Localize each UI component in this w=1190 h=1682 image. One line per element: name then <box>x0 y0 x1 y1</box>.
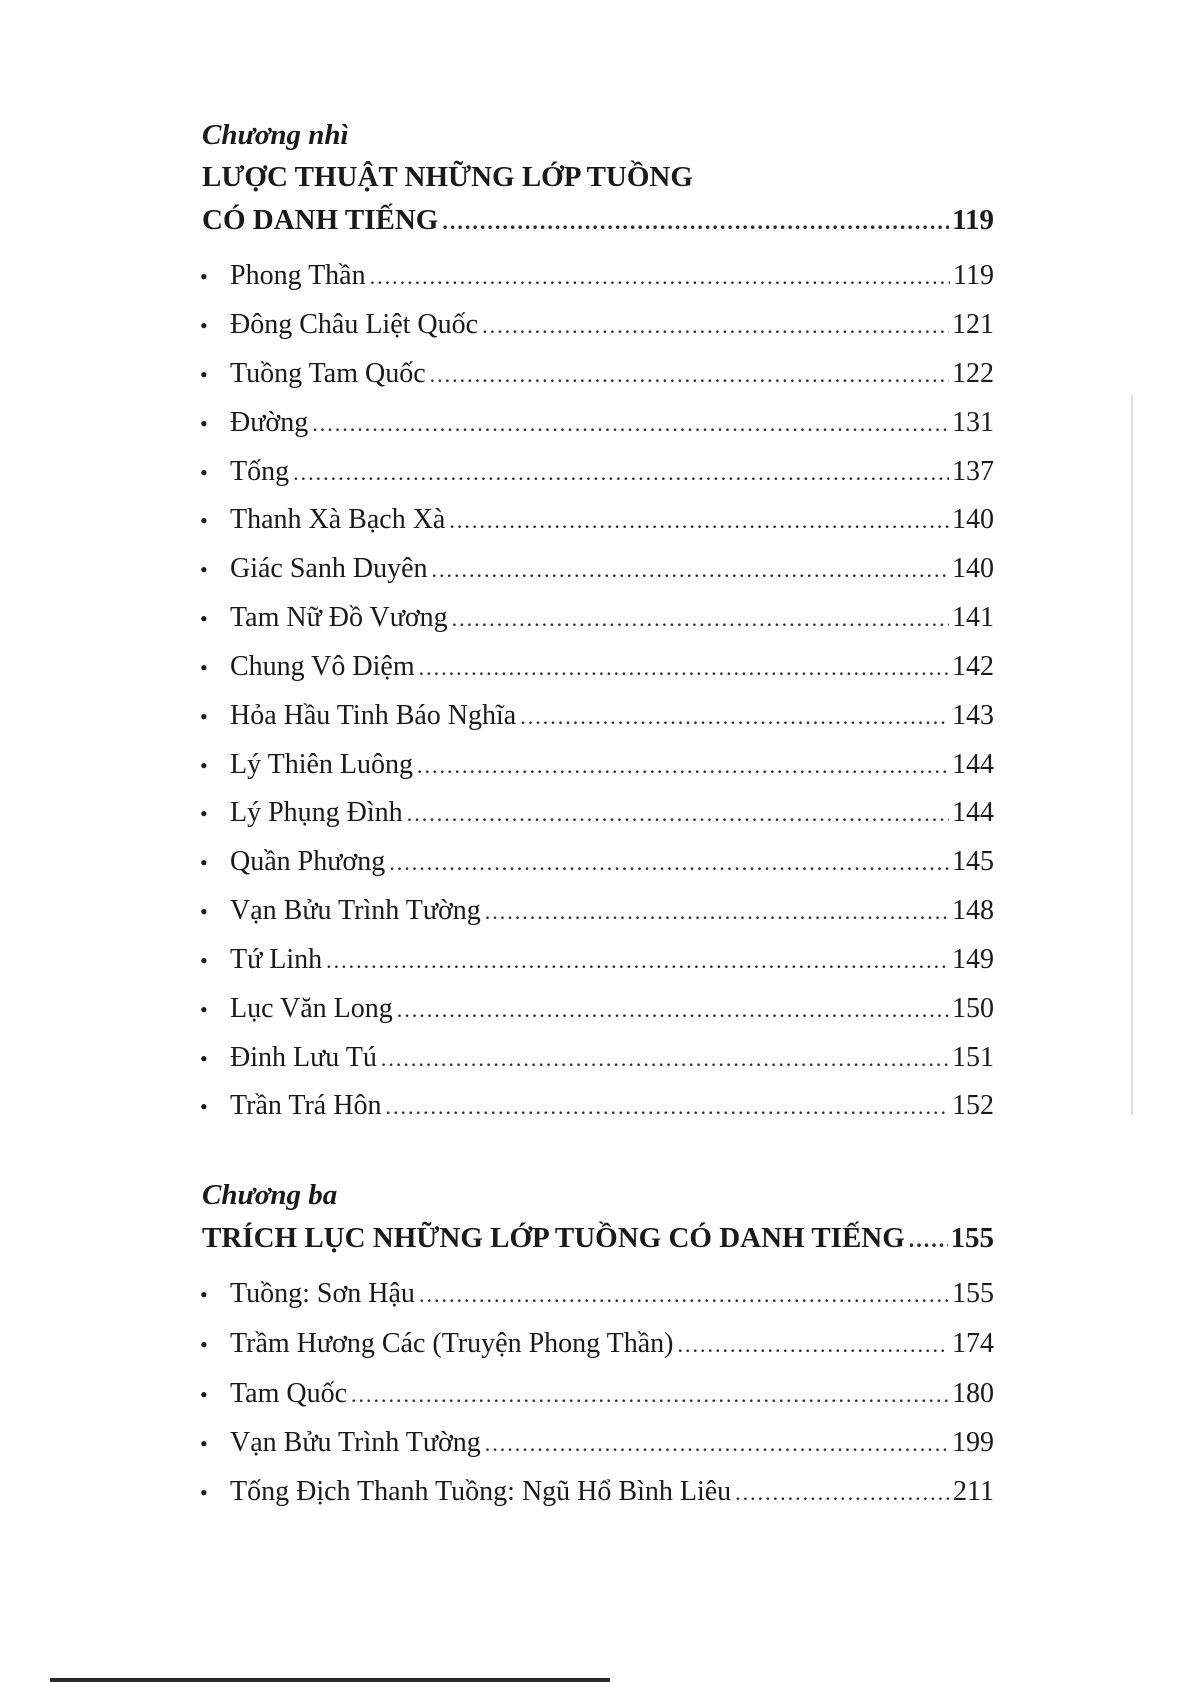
entry-page: 152 <box>952 1090 994 1121</box>
bullet-icon: • <box>200 1046 208 1071</box>
entry-page: 131 <box>952 407 994 438</box>
entry-page: 143 <box>952 700 994 731</box>
entry-page: 180 <box>952 1378 994 1409</box>
chapter-two-title-page: 119 <box>952 204 994 236</box>
dot-leader <box>326 939 949 983</box>
entry-page: 148 <box>952 895 994 926</box>
entry-page: 140 <box>952 504 994 535</box>
entry-title: Tuồng: Sơn Hậu <box>230 1278 415 1309</box>
bullet-icon: • <box>200 850 208 875</box>
entry-page: 151 <box>952 1042 994 1073</box>
entry-title: Tuồng Tam Quốc <box>230 358 426 389</box>
bullet-icon: • <box>200 1382 208 1407</box>
bullet-icon: • <box>200 801 208 826</box>
bottom-edge-line <box>50 1678 610 1682</box>
entry-title: Quần Phương <box>230 846 386 877</box>
toc-entry <box>200 1036 994 1080</box>
dot-leader <box>419 1273 949 1317</box>
toc-entry <box>200 596 994 640</box>
entry-title: Lý Thiên Luông <box>230 749 414 780</box>
bullet-icon: • <box>200 655 208 680</box>
bullet-icon: • <box>200 899 208 924</box>
entry-title: Tống <box>230 456 290 487</box>
entry-page: 141 <box>952 602 994 633</box>
dot-leader <box>389 841 949 885</box>
chapter-two-title-line1: LƯỢC THUẬT NHỮNG LỚP TUỒNG <box>202 161 693 193</box>
dot-leader <box>370 255 950 299</box>
dot-leader <box>417 744 949 788</box>
toc-entry <box>200 791 994 835</box>
entry-page: 144 <box>952 797 994 828</box>
entry-page: 122 <box>952 358 994 389</box>
toc-entry <box>200 938 994 982</box>
dot-leader <box>419 646 949 690</box>
bullet-icon: • <box>200 411 208 436</box>
dot-leader <box>442 202 949 242</box>
entry-page: 121 <box>952 309 994 340</box>
toc-entry <box>200 1322 994 1366</box>
bullet-icon: • <box>200 1431 208 1456</box>
entry-page: 155 <box>952 1278 994 1309</box>
dot-leader <box>909 1220 948 1260</box>
bullet-icon: • <box>200 362 208 387</box>
bullet-icon: • <box>200 1480 208 1505</box>
toc-entry <box>200 694 994 738</box>
entry-title: Lý Phụng Đình <box>230 797 403 828</box>
entry-page: 142 <box>952 651 994 682</box>
entry-title: Chung Vô Diệm <box>230 651 415 682</box>
toc-entry <box>200 840 994 884</box>
toc-entry <box>200 498 994 542</box>
dot-leader <box>293 451 949 495</box>
dot-leader <box>312 402 949 446</box>
entry-title: Đường <box>230 407 309 438</box>
dot-leader <box>520 695 949 739</box>
chapter-two-title-line2: CÓ DANH TIẾNG <box>202 204 439 236</box>
toc-entry <box>200 1084 994 1128</box>
bullet-icon: • <box>200 1094 208 1119</box>
dot-leader <box>432 548 949 592</box>
dot-leader <box>407 792 949 836</box>
page-edge-shadow <box>1131 395 1133 1115</box>
bullet-icon: • <box>200 508 208 533</box>
toc-entry <box>200 401 994 445</box>
chapter-three-label: Chương ba <box>202 1179 338 1211</box>
entry-page: 150 <box>952 993 994 1024</box>
toc-entry <box>200 1421 994 1465</box>
chapter-two-label: Chương nhì <box>202 119 349 151</box>
entry-title: Đinh Lưu Tú <box>230 1042 377 1073</box>
dot-leader <box>385 1085 949 1129</box>
toc-entry <box>200 987 994 1031</box>
bullet-icon: • <box>200 753 208 778</box>
toc-entry <box>200 645 994 689</box>
entry-title: Phong Thần <box>230 260 366 291</box>
entry-page: 149 <box>952 944 994 975</box>
dot-leader <box>449 499 949 543</box>
dot-leader <box>351 1373 949 1417</box>
bullet-icon: • <box>200 997 208 1022</box>
dot-leader <box>485 890 949 934</box>
bullet-icon: • <box>200 460 208 485</box>
entry-page: 140 <box>952 553 994 584</box>
entry-page: 137 <box>952 456 994 487</box>
chapter-three-title: TRÍCH LỤC NHỮNG LỚP TUỒNG CÓ DANH TIẾNG <box>202 1222 905 1254</box>
toc-entry <box>200 450 994 494</box>
entry-page: 211 <box>953 1476 994 1507</box>
dot-leader <box>485 1422 949 1466</box>
entry-title: Trầm Hương Các (Truyện Phong Thần) <box>230 1328 674 1359</box>
entry-title: Vạn Bửu Trình Tường <box>230 1427 481 1458</box>
entry-page: 145 <box>952 846 994 877</box>
bullet-icon: • <box>200 704 208 729</box>
toc-entry <box>200 743 994 787</box>
bullet-icon: • <box>200 1332 208 1357</box>
entry-title: Đông Châu Liệt Quốc <box>230 309 479 340</box>
bullet-icon: • <box>200 948 208 973</box>
toc-entry <box>200 352 994 396</box>
entry-page: 119 <box>953 260 994 291</box>
entry-title: Hỏa Hầu Tinh Báo Nghĩa <box>230 700 517 731</box>
entry-title: Tống Địch Thanh Tuồng: Ngũ Hổ Bình Liêu <box>230 1476 732 1507</box>
toc-entry <box>200 1372 994 1416</box>
dot-leader <box>430 353 949 397</box>
toc-entry <box>200 1272 994 1316</box>
entry-title: Giác Sanh Duyên <box>230 553 428 584</box>
toc-entry <box>200 1470 994 1514</box>
dot-leader <box>735 1471 950 1515</box>
entry-page: 144 <box>952 749 994 780</box>
chapter-three-title-page: 155 <box>950 1222 994 1254</box>
toc-entry <box>200 547 994 591</box>
dot-leader <box>482 304 949 348</box>
entry-title: Thanh Xà Bạch Xà <box>230 504 446 535</box>
toc-entry <box>200 303 994 347</box>
dot-leader <box>452 597 949 641</box>
bullet-icon: • <box>200 313 208 338</box>
entry-title: Vạn Bửu Trình Tường <box>230 895 481 926</box>
bullet-icon: • <box>200 1282 208 1307</box>
entry-page: 174 <box>952 1328 994 1359</box>
entry-title: Trần Trá Hôn <box>230 1090 382 1121</box>
dot-leader <box>381 1037 949 1081</box>
toc-entry <box>200 254 994 298</box>
dot-leader <box>678 1323 949 1367</box>
bullet-icon: • <box>200 557 208 582</box>
chapter-three-title-row <box>202 1218 994 1258</box>
entry-title: Lục Văn Long <box>230 993 393 1024</box>
bullet-icon: • <box>200 264 208 289</box>
entry-page: 199 <box>952 1427 994 1458</box>
dot-leader <box>397 988 949 1032</box>
chapter-two-title-row <box>202 200 994 240</box>
bullet-icon: • <box>200 606 208 631</box>
entry-title: Tam Quốc <box>230 1378 348 1409</box>
entry-title: Tam Nữ Đồ Vương <box>230 602 448 633</box>
entry-title: Tứ Linh <box>230 944 323 975</box>
toc-entry <box>200 889 994 933</box>
